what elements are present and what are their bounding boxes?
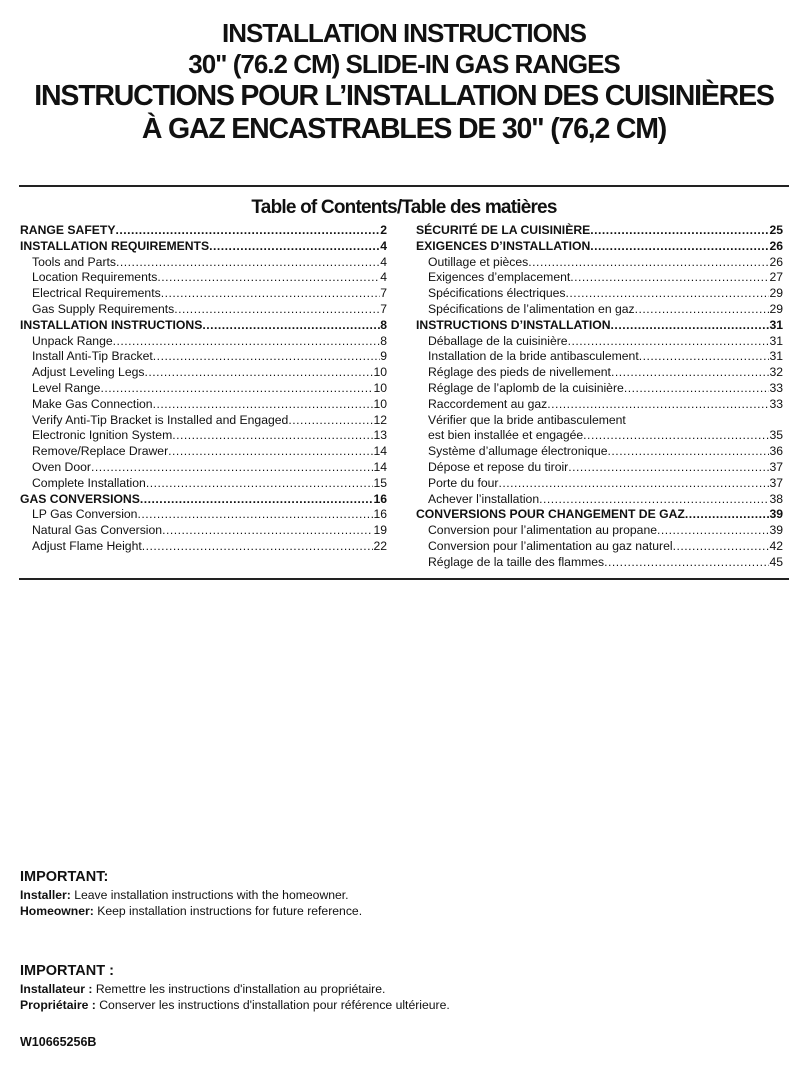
toc-entry-label: INSTRUCTIONS D’INSTALLATION — [416, 317, 611, 332]
toc-entry-label: Verify Anti-Tip Bracket is Installed and Engaged — [32, 412, 289, 427]
toc-entry-label: Complete Installation — [32, 475, 146, 490]
toc-section — [20, 318, 387, 334]
toc-entry-label: Natural Gas Conversion — [32, 523, 163, 538]
dot-leader — [611, 318, 770, 334]
toc-entry — [416, 334, 783, 350]
dot-leader — [144, 365, 373, 381]
toc-entry — [20, 381, 387, 397]
dot-leader — [172, 428, 373, 444]
toc-page-number: 37 — [769, 475, 783, 490]
toc-section — [20, 223, 387, 239]
dot-leader — [142, 539, 374, 555]
homeowner-note-fr — [20, 997, 780, 1013]
toc-entry — [20, 302, 387, 318]
dot-leader — [566, 286, 770, 302]
toc-entry-label: Réglage des pieds de nivellement — [428, 365, 611, 380]
toc-entry-label: INSTALLATION INSTRUCTIONS — [20, 317, 203, 332]
toc-page-number: 10 — [373, 380, 387, 395]
dot-leader — [116, 255, 380, 271]
toc-page-number: 33 — [769, 396, 783, 411]
toc-entry-label: Installation de la bride antibasculement — [428, 349, 639, 364]
toc-page-number: 22 — [373, 538, 387, 553]
toc-entry — [416, 302, 783, 318]
toc-entry-label: Spécifications électriques — [428, 286, 566, 301]
toc-entry — [416, 523, 783, 539]
dot-leader — [657, 523, 769, 539]
toc-page-number: 4 — [380, 270, 387, 285]
dot-leader — [611, 365, 770, 381]
toc-entry-label: Unpack Range — [32, 333, 113, 348]
toc-entry-label: Make Gas Connection — [32, 396, 153, 411]
dot-leader — [157, 270, 380, 286]
important-heading-fr: IMPORTANT : — [20, 963, 114, 979]
toc-page-number: 4 — [380, 238, 387, 253]
title-line-1: INSTALLATION INSTRUCTIONS — [221, 18, 586, 48]
toc-entry — [20, 413, 387, 429]
toc-entry — [20, 444, 387, 460]
installer-label-fr: Installateur : — [20, 982, 93, 996]
installer-label-en: Installer: — [20, 888, 71, 902]
toc-entry — [416, 286, 783, 302]
toc-entry-label: Conversion pour l’alimentation au propane — [428, 523, 657, 538]
toc-page-number: 26 — [769, 238, 783, 253]
toc-entry — [416, 460, 783, 476]
title-line-3: INSTRUCTIONS POUR L’INSTALLATION DES CUISINIÈRES — [34, 80, 774, 112]
dot-leader — [590, 239, 769, 255]
toc-entry — [20, 539, 387, 555]
toc-page-number: 16 — [373, 491, 387, 506]
toc-entry-label: Tools and Parts — [32, 254, 117, 269]
dot-leader — [547, 397, 769, 413]
toc-page-number: 36 — [769, 444, 783, 459]
dot-leader — [153, 349, 380, 365]
dot-leader — [583, 428, 769, 444]
toc-french-column — [416, 223, 783, 571]
toc-entry — [20, 349, 387, 365]
toc-page-number: 29 — [769, 286, 783, 301]
top-divider — [19, 185, 789, 187]
toc-heading: Table of Contents/Table des matières — [251, 197, 557, 218]
toc-page-number: 33 — [769, 380, 783, 395]
dot-leader — [146, 476, 374, 492]
dot-leader — [539, 492, 769, 508]
toc-entry-label: RANGE SAFETY — [20, 223, 116, 237]
toc-entry-label: Remove/Replace Drawer — [32, 444, 169, 459]
toc-entry-label: Réglage de l’aplomb de la cuisinière — [428, 380, 624, 395]
toc-entry-label: LP Gas Conversion — [32, 507, 138, 522]
dot-leader — [168, 444, 373, 460]
toc-entry — [416, 428, 783, 444]
dot-leader — [608, 444, 770, 460]
toc-entry-label: Location Requirements — [32, 270, 158, 285]
toc-entry-label: Gas Supply Requirements — [32, 301, 175, 316]
toc-section — [416, 223, 783, 239]
title-line-2: 30" (76.2 CM) SLIDE-IN GAS RANGES — [188, 49, 620, 79]
toc-entry — [416, 397, 783, 413]
installer-text-fr: Remettre les instructions d'installation au propriétaire. — [92, 982, 386, 996]
toc-entry — [20, 270, 387, 286]
toc-entry-label: INSTALLATION REQUIREMENTS — [20, 238, 210, 253]
dot-leader — [209, 239, 380, 255]
toc-entry-label: Level Range — [32, 380, 101, 395]
toc-entry — [20, 460, 387, 476]
dot-leader — [570, 270, 769, 286]
dot-leader — [635, 302, 770, 318]
toc-entry — [416, 555, 783, 571]
toc-page-number: 16 — [373, 507, 387, 522]
toc-page-number: 26 — [769, 254, 783, 269]
toc-entry-label: Système d’allumage électronique — [428, 444, 608, 459]
toc-entry-continuation: Vérifier que la bride antibasculement — [428, 412, 626, 427]
toc-page-number: 39 — [769, 523, 783, 538]
toc-page-number: 31 — [769, 317, 783, 332]
toc-page-number: 25 — [769, 223, 783, 237]
toc-entry — [416, 444, 783, 460]
toc-entry-label: Réglage de la taille des flammes — [428, 554, 605, 569]
toc-entry — [416, 365, 783, 381]
toc-section — [416, 239, 783, 255]
toc-entry-label: Dépose et repose du tiroir — [428, 459, 569, 474]
toc-entry — [20, 523, 387, 539]
dot-leader — [137, 507, 373, 523]
toc-page-number: 31 — [769, 349, 783, 364]
installer-note-en — [20, 887, 780, 903]
document-title — [0, 18, 808, 146]
homeowner-note-en — [20, 903, 780, 919]
toc-page-number: 38 — [769, 491, 783, 506]
dot-leader — [685, 507, 770, 523]
toc-entry — [416, 492, 783, 508]
toc-entry — [416, 255, 783, 271]
dot-leader — [639, 349, 770, 365]
toc-section — [416, 318, 783, 334]
dot-leader — [202, 318, 380, 334]
toc-page-number: 4 — [380, 254, 387, 269]
homeowner-label-fr: Propriétaire : — [20, 998, 96, 1012]
document-number: W10665256B — [20, 1035, 97, 1049]
toc-entry-label: GAS CONVERSIONS — [20, 491, 140, 506]
toc-entry-label: Raccordement au gaz — [428, 396, 548, 411]
dot-leader — [568, 460, 769, 476]
homeowner-text-fr: Conserver les instructions d'installation pour référence ultérieure. — [95, 998, 450, 1012]
dot-leader — [153, 397, 374, 413]
dot-leader — [604, 555, 769, 571]
toc-entry-label: est bien installée et engagée — [428, 428, 584, 443]
toc-page-number: 35 — [769, 428, 783, 443]
toc-page-number: 10 — [373, 396, 387, 411]
toc-page-number: 29 — [769, 301, 783, 316]
toc-entry — [20, 365, 387, 381]
homeowner-label-en: Homeowner: — [20, 904, 94, 918]
toc-entry — [20, 428, 387, 444]
important-heading-en: IMPORTANT: — [20, 869, 109, 885]
toc-section — [20, 239, 387, 255]
important-notice-en — [20, 868, 780, 919]
toc-page-number: 10 — [373, 365, 387, 380]
toc-page-number: 39 — [769, 507, 783, 522]
toc-entry-label: SÉCURITÉ DE LA CUISINIÈRE — [416, 223, 591, 237]
dot-leader — [568, 334, 770, 350]
dot-leader — [498, 476, 769, 492]
toc-entry — [20, 286, 387, 302]
toc-entry-label: Install Anti-Tip Bracket — [32, 349, 153, 364]
toc-page-number: 19 — [373, 523, 387, 538]
installer-note-fr — [20, 981, 780, 997]
toc-entry-label: Porte du four — [428, 475, 499, 490]
toc-page-number: 32 — [769, 365, 783, 380]
homeowner-text-en: Keep installation instructions for future reference. — [93, 904, 363, 918]
toc-page-number: 7 — [380, 301, 387, 316]
toc-entry-label: Electrical Requirements — [32, 286, 161, 301]
toc-page-number: 9 — [380, 349, 387, 364]
toc-entry — [416, 381, 783, 397]
toc-entry-label: Achever l’installation — [428, 491, 540, 506]
dot-leader — [161, 286, 381, 302]
toc-page-number: 8 — [380, 333, 387, 348]
toc-page-number: 13 — [373, 428, 387, 443]
dot-leader — [590, 223, 769, 239]
toc-entry — [20, 507, 387, 523]
toc-entry-label: Adjust Leveling Legs — [32, 365, 145, 380]
toc-entry — [416, 349, 783, 365]
dot-leader — [140, 492, 374, 508]
toc-entry-label: EXIGENCES D’INSTALLATION — [416, 238, 591, 253]
toc-entry-label: Adjust Flame Height — [32, 538, 142, 553]
dot-leader — [162, 523, 373, 539]
important-notice-fr — [20, 962, 780, 1013]
installer-text-en: Leave installation instructions with the homeowner. — [70, 888, 349, 902]
dot-leader — [673, 539, 770, 555]
toc-page-number: 45 — [769, 554, 783, 569]
toc-entry-label: CONVERSIONS POUR CHANGEMENT DE GAZ — [416, 507, 685, 522]
toc-entry-label: Conversion pour l’alimentation au gaz naturel — [428, 538, 673, 553]
toc-entry-label: Outillage et pièces — [428, 254, 529, 269]
toc-page-number: 27 — [769, 270, 783, 285]
toc-page-number: 15 — [373, 475, 387, 490]
toc-section — [416, 507, 783, 523]
title-line-4: À GAZ ENCASTRABLES DE 30" (76,2 CM) — [141, 113, 667, 145]
toc-page-number: 42 — [769, 538, 783, 553]
dot-leader — [174, 302, 380, 318]
toc-entry-label: Déballage de la cuisinière — [428, 333, 568, 348]
dot-leader — [113, 334, 381, 350]
toc-entry — [416, 476, 783, 492]
toc-english-column — [20, 223, 387, 555]
toc-entry-label: Spécifications de l’alimentation en gaz — [428, 301, 635, 316]
toc-entry — [416, 539, 783, 555]
toc-entry — [20, 334, 387, 350]
toc-entry — [20, 255, 387, 271]
toc-page-number: 12 — [373, 412, 387, 427]
toc-entry-label: Electronic Ignition System — [32, 428, 173, 443]
toc-entry — [20, 397, 387, 413]
dot-leader — [100, 381, 373, 397]
toc-entry-label: Oven Door — [32, 459, 91, 474]
dot-leader — [91, 460, 374, 476]
dot-leader — [288, 413, 373, 429]
toc-entry-label: Exigences d’emplacement — [428, 270, 571, 285]
toc-page-number: 31 — [769, 333, 783, 348]
toc-page-number: 8 — [380, 317, 387, 332]
toc-page-number: 2 — [380, 223, 387, 237]
dot-leader — [624, 381, 770, 397]
toc-page-number: 37 — [769, 459, 783, 474]
dot-leader — [528, 255, 769, 271]
toc-page-number: 7 — [380, 286, 387, 301]
toc-entry — [20, 476, 387, 492]
dot-leader — [115, 223, 380, 239]
toc-section — [20, 492, 387, 508]
toc-entry — [416, 270, 783, 286]
toc-page-number: 14 — [373, 459, 387, 474]
toc-bottom-divider — [19, 578, 789, 580]
toc-page-number: 14 — [373, 444, 387, 459]
